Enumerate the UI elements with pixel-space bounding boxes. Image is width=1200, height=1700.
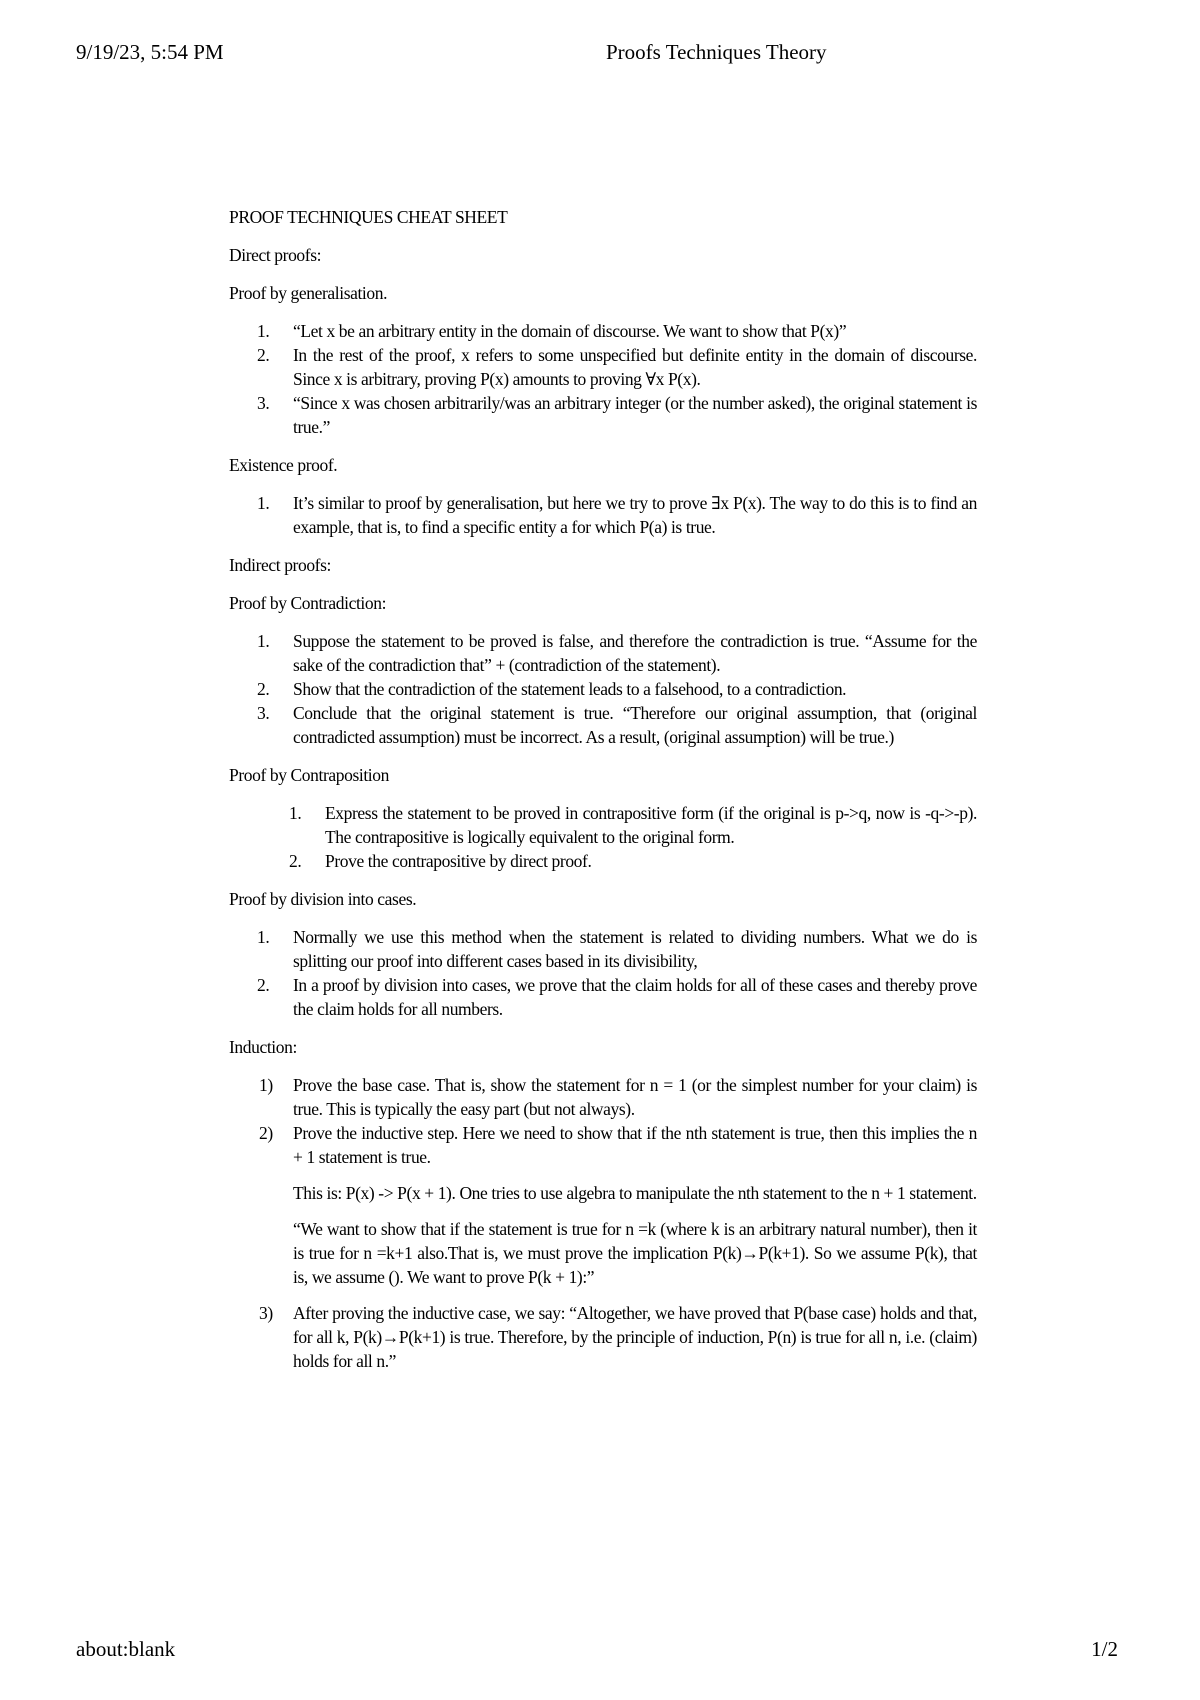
list-item	[229, 391, 977, 439]
cases-heading: Proof by division into cases.	[229, 889, 417, 909]
list-number: 2.	[257, 975, 270, 995]
list-number: 1.	[257, 321, 270, 341]
list-number: 2)	[259, 1123, 273, 1143]
list-number: 3.	[257, 393, 270, 413]
list-item	[229, 925, 977, 973]
list-item	[229, 1121, 977, 1289]
print-datetime: 9/19/23, 5:54 PM	[76, 40, 224, 64]
list-number: 3.	[257, 703, 270, 723]
list-number: 1.	[257, 493, 270, 513]
list-item	[229, 973, 977, 1021]
generalisation-list	[229, 319, 977, 439]
list-text: “Since x was chosen arbitrarily/was an arbitrary integer (or the number asked), the original statement is true.”	[293, 393, 977, 437]
list-text: “Let x be an arbitrary entity in the domain of discourse. We want to show that P(x)”	[293, 321, 847, 341]
list-number: 2.	[257, 345, 270, 365]
list-item	[229, 343, 977, 391]
cases-list	[229, 925, 977, 1021]
list-number: 1.	[257, 927, 270, 947]
contraposition-list	[229, 801, 977, 873]
list-item	[229, 801, 977, 849]
list-number: 2.	[257, 679, 270, 699]
direct-proofs-heading: Direct proofs:	[229, 245, 322, 265]
list-text: Normally we use this method when the statement is related to dividing numbers. What we do is splitting our proof into different cases based in its divisibility,	[293, 927, 977, 971]
list-text: After proving the inductive case, we say: “Altogether, we have proved that P(base case) holds and that, for all k, P(k)→P(k+1) is true. Therefore, by the principle of induction, P(n) is true for all n, i.e. (claim) holds for all n.”	[293, 1303, 977, 1371]
list-item	[229, 629, 977, 677]
list-item	[229, 319, 977, 343]
list-text: In the rest of the proof, x refers to some unspecified but definite entity in the domain of discourse. Since x is arbitrary, proving P(x) amounts to proving ∀x P(x).	[293, 345, 977, 389]
list-item	[229, 677, 977, 701]
existence-list	[229, 491, 977, 539]
contradiction-list	[229, 629, 977, 749]
list-number: 1.	[257, 631, 270, 651]
contraposition-heading: Proof by Contraposition	[229, 765, 389, 785]
list-item	[229, 1301, 977, 1373]
list-text: Show that the contradiction of the statement leads to a falsehood, to a contradiction.	[293, 679, 847, 699]
doc-title: PROOF TECHNIQUES CHEAT SHEET	[229, 207, 508, 227]
list-number: 3)	[259, 1303, 273, 1323]
generalisation-heading: Proof by generalisation.	[229, 283, 388, 303]
list-item	[229, 491, 977, 539]
list-item	[229, 701, 977, 749]
document-body	[229, 205, 977, 1387]
list-text: Prove the contrapositive by direct proof.	[325, 851, 592, 871]
list-text: Prove the base case. That is, show the statement for n = 1 (or the simplest number for your claim) is true. This is typically the easy part (but not always).	[293, 1075, 977, 1119]
contradiction-heading: Proof by Contradiction:	[229, 593, 387, 613]
list-text: Conclude that the original statement is true. “Therefore our original assumption, that (original contradicted assumption) must be incorrect. As a result, (original assumption) will be true.)	[293, 703, 977, 747]
list-text: Suppose the statement to be proved is false, and therefore the contradiction is true. “Assume for the sake of the contradiction that” + (contradiction of the statement).	[293, 631, 977, 675]
print-page-title: Proofs Techniques Theory	[606, 40, 827, 64]
list-item	[229, 849, 977, 873]
print-page-number: 1/2	[1091, 1637, 1118, 1661]
indirect-proofs-heading: Indirect proofs:	[229, 555, 331, 575]
inductive-step-template: “We want to show that if the statement is true for n =k (where k is an arbitrary natural number), then it is true for n =k+1 also.That is, we must prove the implication P(k)→P(k+1). So we assume P(k), that is, we assume (). We want to prove P(k + 1):”	[293, 1219, 977, 1287]
list-number: 1.	[289, 803, 302, 823]
list-item	[229, 1073, 977, 1121]
inductive-step-explanation: This is: P(x) -> P(x + 1). One tries to use algebra to manipulate the nth statement to the n + 1 statement.	[293, 1183, 977, 1203]
list-text: In a proof by division into cases, we prove that the claim holds for all of these cases and thereby prove the claim holds for all numbers.	[293, 975, 977, 1019]
list-text: It’s similar to proof by generalisation, but here we try to prove ∃x P(x). The way to do this is to find an example, that is, to find a specific entity a for which P(a) is true.	[293, 493, 977, 537]
induction-list	[229, 1073, 977, 1373]
list-text: Express the statement to be proved in contrapositive form (if the original is p->q, now is -q->-p). The contrapositive is logically equivalent to the original form.	[325, 803, 977, 847]
list-number: 1)	[259, 1075, 273, 1095]
list-text: Prove the inductive step. Here we need to show that if the nth statement is true, then this implies the n + 1 statement is true.	[293, 1123, 977, 1167]
existence-heading: Existence proof.	[229, 455, 338, 475]
print-url: about:blank	[76, 1637, 176, 1661]
list-number: 2.	[289, 851, 302, 871]
induction-heading: Induction:	[229, 1037, 297, 1057]
